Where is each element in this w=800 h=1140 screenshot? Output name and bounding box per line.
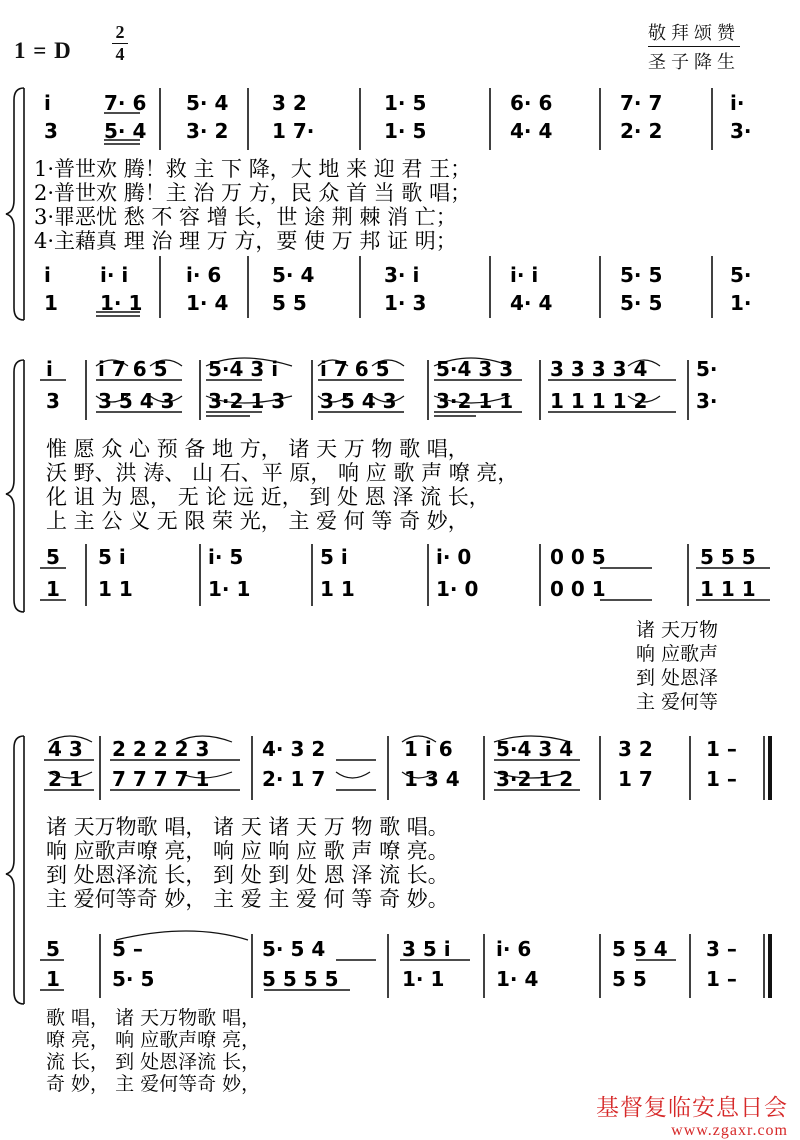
lyric-line: 诸 天万物 — [636, 619, 719, 641]
svg-text:4· 3 2: 4· 3 2 — [262, 737, 326, 761]
svg-text:1 –: 1 – — [706, 967, 737, 991]
svg-text:1 –: 1 – — [706, 767, 737, 791]
svg-text:3·: 3· — [730, 119, 752, 143]
lyric-line: 歌 唱， 诸 天万物歌 唱， — [46, 1007, 261, 1029]
svg-text:3·2 1 2: 3·2 1 2 — [496, 767, 574, 791]
svg-text:5·: 5· — [696, 357, 718, 381]
svg-text:1· 3: 1· 3 — [384, 291, 427, 315]
watermark — [596, 1089, 788, 1140]
svg-text:3 3 3 3 4: 3 3 3 3 4 — [550, 357, 648, 381]
svg-text:i 7 6 5: i 7 6 5 — [98, 357, 168, 381]
svg-text:6· 6: 6· 6 — [510, 91, 553, 115]
svg-text:1 i 6: 1 i 6 — [404, 737, 453, 761]
svg-text:1 7: 1 7 — [618, 767, 653, 791]
lyric-line: 主 爱何等奇 妙， 主 爱 主 爱 何 等 奇 妙。 — [46, 887, 449, 911]
svg-text:3·2 1 3: 3·2 1 3 — [208, 389, 286, 413]
svg-text:5·: 5· — [730, 263, 752, 287]
svg-text:0 0 1: 0 0 1 — [550, 577, 606, 601]
svg-text:5· 5: 5· 5 — [620, 263, 663, 287]
svg-text:1 1 1 1 2: 1 1 1 1 2 — [550, 389, 648, 413]
system1-lyrics — [34, 157, 471, 254]
svg-text:5· 5: 5· 5 — [112, 967, 155, 991]
svg-text:7· 6: 7· 6 — [104, 91, 147, 115]
svg-text:3·2 1 1: 3·2 1 1 — [436, 389, 514, 413]
hymn-number: 敬拜颂赞 — [648, 22, 740, 47]
svg-text:5· 4: 5· 4 — [186, 91, 229, 115]
svg-text:1 1 1: 1 1 1 — [700, 577, 756, 601]
svg-text:i: i — [44, 91, 51, 115]
svg-text:1 3 4: 1 3 4 — [404, 767, 460, 791]
svg-text:5 –: 5 – — [112, 937, 143, 961]
svg-text:5· 5: 5· 5 — [620, 291, 663, 315]
svg-text:1 –: 1 – — [706, 737, 737, 761]
svg-text:i· 0: i· 0 — [436, 545, 472, 569]
system3-bass-lyrics — [46, 1007, 260, 1095]
svg-text:3 5 4 3: 3 5 4 3 — [98, 389, 175, 413]
svg-text:i 7 6 5: i 7 6 5 — [320, 357, 390, 381]
svg-text:3· 2: 3· 2 — [186, 119, 229, 143]
lyric-line: 3·罪恶忧 愁 不 容 增 长，世 途 荆 棘 消 亡； — [34, 205, 457, 229]
svg-text:1· 5: 1· 5 — [384, 119, 427, 143]
svg-text:2 2 2 2 3: 2 2 2 2 3 — [112, 737, 210, 761]
svg-text:1 1: 1 1 — [320, 577, 355, 601]
svg-text:4· 4: 4· 4 — [510, 291, 553, 315]
svg-text:i· 6: i· 6 — [496, 937, 532, 961]
lyric-line: 诸 天万物歌 唱， 诸 天 诸 天 万 物 歌 唱。 — [46, 815, 449, 839]
svg-text:3: 3 — [44, 119, 58, 143]
svg-text:i·: i· — [730, 91, 745, 115]
lyric-line: 化 诅 为 恩， 无 论 远 近， 到 处 恩 泽 流 长， — [46, 485, 490, 509]
system1-brace — [6, 88, 24, 320]
svg-text:1· 1: 1· 1 — [402, 967, 445, 991]
hymn-section: 圣子降生 — [648, 52, 740, 73]
lyric-line: 到 处恩泽 — [636, 667, 719, 689]
svg-text:2· 1 7: 2· 1 7 — [262, 767, 326, 791]
svg-text:2· 2: 2· 2 — [620, 119, 663, 143]
lyric-line: 沃 野、洪 涛、 山 石、平 原， 响 应 歌 声 嘹 亮， — [46, 461, 519, 485]
svg-text:5 5: 5 5 — [612, 967, 647, 991]
svg-text:5· 4: 5· 4 — [104, 119, 147, 143]
lyric-line: 惟 愿 众 心 预 备 地 方， 诸 天 万 物 歌 唱， — [46, 437, 469, 461]
system3-lyrics — [46, 815, 449, 912]
meter-bottom: 4 — [115, 44, 125, 64]
svg-text:i· 5: i· 5 — [208, 545, 244, 569]
svg-text:i· i: i· i — [100, 263, 129, 287]
svg-text:3 –: 3 – — [706, 937, 737, 961]
svg-text:5· 4: 5· 4 — [272, 263, 315, 287]
svg-text:0 0 5: 0 0 5 — [550, 545, 606, 569]
lyric-line: 1·普世欢 腾！救 主 下 降，大 地 来 迎 君 王； — [34, 157, 472, 181]
system2-bass-lyrics — [636, 619, 718, 713]
svg-text:5: 5 — [46, 937, 60, 961]
system2-lyrics — [46, 437, 518, 534]
svg-text:i· i: i· i — [510, 263, 539, 287]
lyric-line: 主 爱何等 — [636, 691, 719, 713]
svg-text:4· 4: 4· 4 — [510, 119, 553, 143]
svg-text:3 5 i: 3 5 i — [402, 937, 451, 961]
svg-text:3 2: 3 2 — [272, 91, 307, 115]
svg-text:1· 4: 1· 4 — [186, 291, 229, 315]
svg-text:5 i: 5 i — [320, 545, 348, 569]
svg-text:5: 5 — [46, 545, 60, 569]
lyric-line: 奇 妙， 主 爱何等奇 妙， — [46, 1073, 261, 1095]
svg-text:i· 6: i· 6 — [186, 263, 222, 287]
lyric-line: 2·普世欢 腾！主 治 万 方，民 众 首 当 歌 唱； — [34, 181, 472, 205]
svg-text:5·4 3 3: 5·4 3 3 — [436, 357, 514, 381]
lyric-line: 流 长， 到 处恩泽流 长， — [46, 1051, 261, 1073]
svg-text:5 5 5: 5 5 5 — [700, 545, 756, 569]
lyric-line: 到 处恩泽流 长， 到 处 到 处 恩 泽 流 长。 — [46, 863, 449, 887]
svg-text:7· 7: 7· 7 — [620, 91, 663, 115]
svg-text:3 5 4 3: 3 5 4 3 — [320, 389, 397, 413]
lyric-line: 嘹 亮， 响 应歌声嘹 亮， — [46, 1029, 261, 1051]
key-signature: 1 = D — [14, 38, 72, 63]
svg-text:5 5 4: 5 5 4 — [612, 937, 668, 961]
system3-brace — [6, 736, 24, 1004]
svg-text:2 1: 2 1 — [48, 767, 83, 791]
svg-text:5 5: 5 5 — [272, 291, 307, 315]
svg-text:7 7 7 7 1: 7 7 7 7 1 — [112, 767, 210, 791]
svg-text:1· 4: 1· 4 — [496, 967, 539, 991]
svg-text:3· i: 3· i — [384, 263, 420, 287]
lyric-line: 4·主藉真 理 治 理 万 方，要 使 万 邦 证 明； — [34, 229, 457, 253]
svg-text:5· 5 4: 5· 5 4 — [262, 937, 326, 961]
svg-text:1: 1 — [44, 291, 58, 315]
watermark-url: www.zgaxr.com — [671, 1122, 788, 1139]
svg-text:5 i: 5 i — [98, 545, 126, 569]
svg-text:5·4 3 i: 5·4 3 i — [208, 357, 279, 381]
svg-text:4 3: 4 3 — [48, 737, 83, 761]
svg-text:5·4 3 4: 5·4 3 4 — [496, 737, 574, 761]
svg-text:1: 1 — [46, 967, 60, 991]
svg-text:1: 1 — [46, 577, 60, 601]
watermark-title: 基督复临安息日会 — [596, 1095, 788, 1121]
lyric-line: 上 主 公 义 无 限 荣 光， 主 爱 何 等 奇 妙， — [46, 509, 469, 533]
lyric-line: 响 应歌声 — [636, 643, 719, 665]
svg-text:1 1: 1 1 — [98, 577, 133, 601]
meter-top: 2 — [112, 22, 128, 44]
svg-text:3 2: 3 2 — [618, 737, 653, 761]
svg-text:3: 3 — [46, 389, 60, 413]
svg-text:1 7·: 1 7· — [272, 119, 315, 143]
svg-text:1· 0: 1· 0 — [436, 577, 479, 601]
svg-text:1· 1: 1· 1 — [100, 291, 143, 315]
svg-text:1· 1: 1· 1 — [208, 577, 251, 601]
svg-text:i: i — [44, 263, 51, 287]
lyric-line: 响 应歌声嘹 亮， 响 应 响 应 歌 声 嘹 亮。 — [46, 839, 449, 863]
svg-text:3·: 3· — [696, 389, 718, 413]
svg-text:1· 5: 1· 5 — [384, 91, 427, 115]
svg-text:i: i — [46, 357, 53, 381]
svg-text:5 5 5 5: 5 5 5 5 — [262, 967, 339, 991]
svg-text:1·: 1· — [730, 291, 752, 315]
system2-brace — [6, 360, 24, 612]
